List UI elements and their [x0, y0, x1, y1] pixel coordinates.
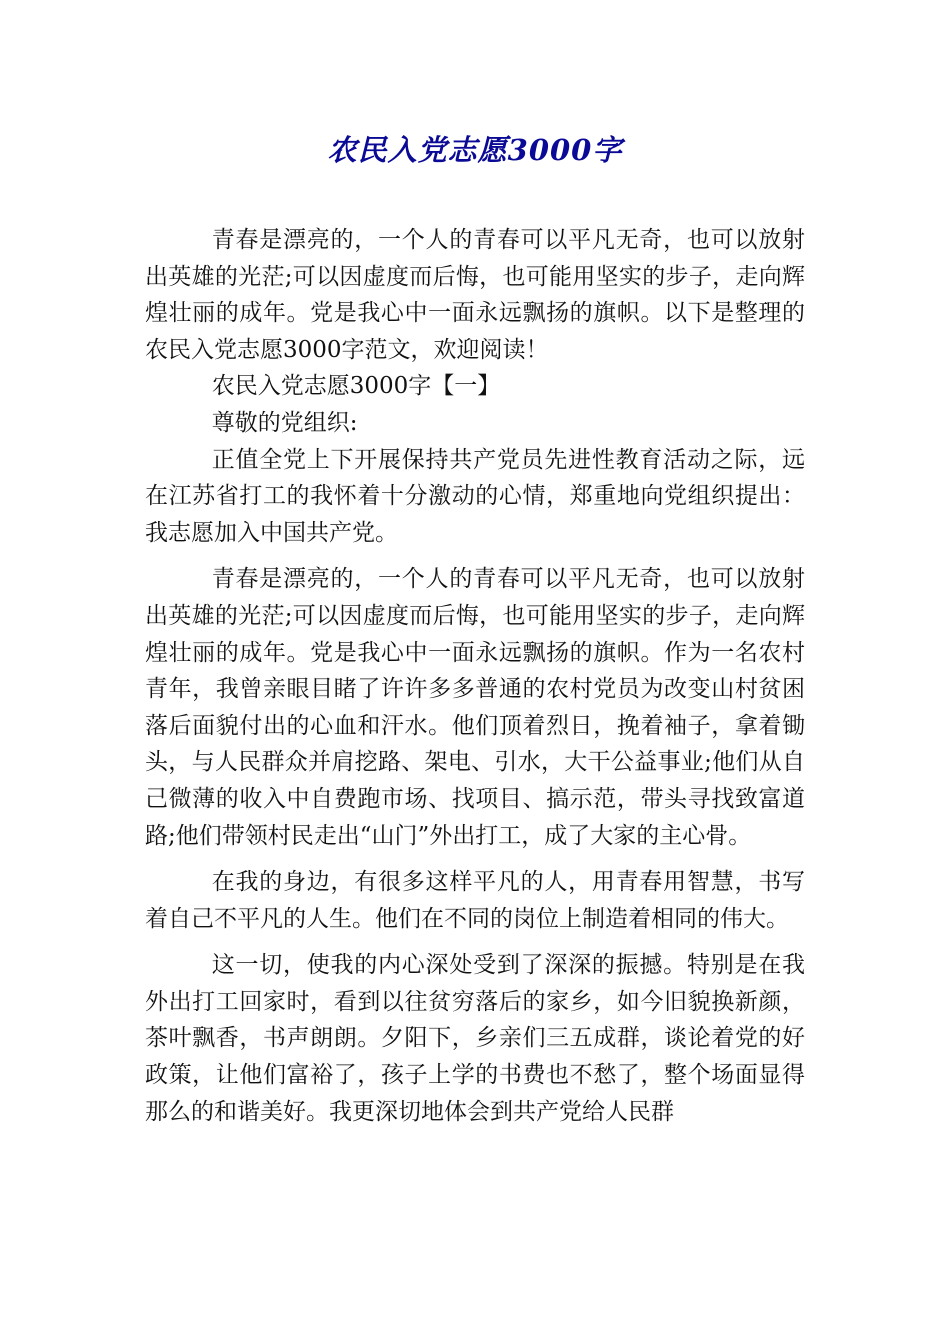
document-title: 农民入党志愿3000字 [327, 133, 623, 167]
paragraph: 正值全党上下开展保持共产党员先进性教育活动之际，远在江苏省打工的我怀着十分激动的心情，郑重地向党组织提出：我志愿加入中国共产党。 [145, 446, 805, 546]
paragraph: 青春是漂亮的，一个人的青春可以平凡无奇，也可以放射出英雄的光茫;可以因虚度而后悔，也可能用坚实的步子，走向辉煌壮丽的成年。党是我心中一面永远飘扬的旗帜。作为一名农村青年，我曾亲眼目睹了许许多多普通的农村党员为改变山村贫困落后面貌付出的心血和汗水。他们顶着烈日，挽着袖子，拿着锄头，与人民群众并肩挖路、架电、引水，大干公益事业;他们从自己微薄的收入中自费跑市场、找项目、搞示范，带头寻找致富道路;他们带领村民走出“山门”外出打工，成了大家的主心骨。 [145, 566, 805, 849]
document-body [145, 222, 805, 1130]
salutation: 尊敬的党组织: [211, 409, 358, 436]
paragraph: 这一切，使我的内心深处受到了深深的振撼。特别是在我外出打工回家时，看到以往贫穷落后的家乡，如今旧貌换新颜，茶叶飘香，书声朗朗。夕阳下，乡亲们三五成群，谈论着党的好政策，让他们富裕了，孩子上学的书费也不愁了，整个场面显得那么的和谐美好。我更深切地体会到共产党给人民群 [145, 952, 805, 1125]
paragraph-intro: 青春是漂亮的，一个人的青春可以平凡无奇，也可以放射出英雄的光茫;可以因虚度而后悔，也可能用坚实的步子，走向辉煌壮丽的成年。党是我心中一面永远飘扬的旗帜。以下是整理的农民入党志愿3000字范文，欢迎阅读！ [145, 227, 805, 363]
section-heading: 农民入党志愿3000字【一】 [211, 373, 501, 400]
paragraph: 在我的身边，有很多这样平凡的人，用青春用智慧，书写着自己不平凡的人生。他们在不同的岗位上制造着相同的伟大。 [145, 869, 805, 932]
